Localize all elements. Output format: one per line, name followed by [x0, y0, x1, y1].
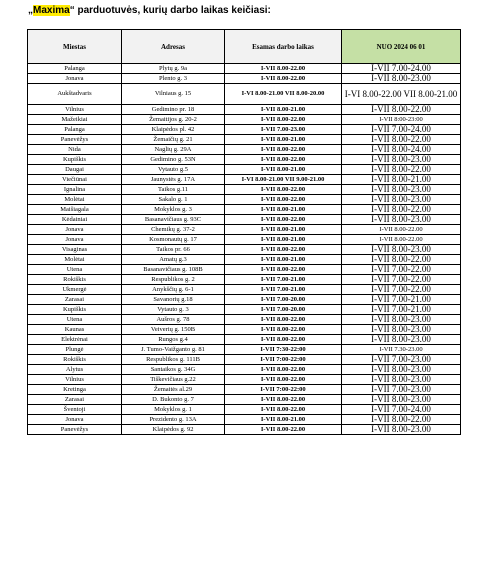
cell-new-hours: I-VII 7.00-22.00 [342, 265, 461, 275]
cell-current-hours: I-VII 7.00-21.00 [225, 285, 342, 295]
cell-city: Molėtai [28, 195, 122, 205]
cell-city: Panevėžys [28, 425, 122, 435]
cell-address: Plento g. 3 [122, 74, 225, 84]
cell-address: Gedimino g. 53N [122, 155, 225, 165]
table-row [28, 185, 461, 195]
cell-new-hours: I-VII 8.00-23.00 [342, 395, 461, 405]
cell-city: Molėtai [28, 255, 122, 265]
table-row [28, 255, 461, 265]
cell-new-hours: I-VII 8.00-23.00 [342, 155, 461, 165]
cell-new-hours: I-VII 7.00-22.00 [342, 285, 461, 295]
cell-new-hours: I-VII 8.00-22.00 [342, 235, 461, 245]
cell-new-hours: I-VII 8.00-23.00 [342, 375, 461, 385]
cell-current-hours: I-VII 7.00-20.00 [225, 305, 342, 315]
cell-new-hours: I-VII 8.00-24.00 [342, 145, 461, 155]
table-row [28, 145, 461, 155]
cell-new-hours: I-VII 7.30-23.00 [342, 345, 461, 355]
cell-current-hours: I-VII 8.00-22.00 [225, 74, 342, 84]
table-header-row [28, 30, 461, 64]
cell-new-hours: I-VII 8.00-21.00 [342, 175, 461, 185]
table-row [28, 205, 461, 215]
cell-address: Santaikos g. 34G [122, 365, 225, 375]
cell-new-hours: I-VII 8.00-23.00 [342, 74, 461, 84]
cell-address: Tiškevičiaus g.22 [122, 375, 225, 385]
cell-current-hours: I-VII 8.00-22.00 [225, 315, 342, 325]
table-row [28, 345, 461, 355]
cell-address: Savanorių g.18 [122, 295, 225, 305]
cell-address: Mokyklos g. 1 [122, 405, 225, 415]
cell-address: Rungos g.4 [122, 335, 225, 345]
cell-current-hours: I-VI 8.00-21.00 VII 8.00-20.00 [225, 84, 342, 105]
cell-current-hours: I-VII 8.00-21.00 [225, 105, 342, 115]
cell-current-hours: I-VII 7.00-21.00 [225, 275, 342, 285]
table-row [28, 315, 461, 325]
cell-current-hours: I-VII 7.00-23.00 [225, 125, 342, 135]
cell-new-hours: I-VI 8.00-22.00 VII 8.00-21.00 [342, 84, 461, 105]
cell-city: Utena [28, 315, 122, 325]
cell-current-hours: I-VII 8.00-22.00 [225, 325, 342, 335]
cell-address: Respublikos g. 2 [122, 275, 225, 285]
cell-address: Vytauto g. 3 [122, 305, 225, 315]
cell-current-hours: I-VII 8.00-22.00 [225, 195, 342, 205]
cell-current-hours: I-VII 8.00-21.00 [225, 135, 342, 145]
cell-city: Elektrėnai [28, 335, 122, 345]
cell-city: Kaunas [28, 325, 122, 335]
table-row [28, 215, 461, 225]
table-row [28, 335, 461, 345]
table-row [28, 275, 461, 285]
cell-new-hours: I-VII 7.00-24.00 [342, 405, 461, 415]
cell-current-hours: I-VII 8.00-22.00 [225, 335, 342, 345]
cell-current-hours: I-VII 8.00-22.00 [225, 395, 342, 405]
cell-address: Kosmonautų g. 17 [122, 235, 225, 245]
cell-new-hours: I-VII 8.00-23.00 [342, 365, 461, 375]
cell-city: Kupiškis [28, 155, 122, 165]
cell-new-hours: I-VII 7.00-23.00 [342, 385, 461, 395]
cell-address: D. Bukonto g. 7 [122, 395, 225, 405]
cell-new-hours: I-VII 7.00-21.00 [342, 305, 461, 315]
table-row [28, 235, 461, 245]
cell-new-hours: I-VII 7.00-24.00 [342, 125, 461, 135]
cell-new-hours: I-VII 8.00-23.00 [342, 215, 461, 225]
table-row [28, 175, 461, 185]
cell-new-hours: I-VII 8.00-22.00 [342, 225, 461, 235]
cell-new-hours: I-VII 8.00-23.00 [342, 185, 461, 195]
cell-current-hours: I-VI 8.00-21.00 VII 9.00-21.00 [225, 175, 342, 185]
cell-address: Taikos pr. 66 [122, 245, 225, 255]
cell-address: Žemaičių g. 21 [122, 135, 225, 145]
cell-current-hours: I-VII 8.00-22.00 [225, 64, 342, 74]
cell-city: Palanga [28, 64, 122, 74]
cell-city: Vilnius [28, 375, 122, 385]
cell-new-hours: I-VII 7.00-23.00 [342, 355, 461, 365]
cell-city: Panevėžys [28, 135, 122, 145]
cell-city: Jonava [28, 235, 122, 245]
cell-address: Amatų g.3 [122, 255, 225, 265]
working-hours-table [27, 29, 461, 435]
cell-city: Vilnius [28, 105, 122, 115]
cell-address: J. Tumo-Vaižganto g. 81 [122, 345, 225, 355]
cell-address: Veiverių g. 150B [122, 325, 225, 335]
cell-city: Ignalina [28, 185, 122, 195]
cell-address: Klaipėdos pl. 42 [122, 125, 225, 135]
table-row [28, 74, 461, 84]
table-row [28, 195, 461, 205]
cell-city: Kretinga [28, 385, 122, 395]
cell-city: Palanga [28, 125, 122, 135]
cell-current-hours: I-VII 7.00-20.00 [225, 295, 342, 305]
cell-current-hours: I-VII 8.00-22.00 [225, 145, 342, 155]
table-row [28, 365, 461, 375]
cell-city: Alytus [28, 365, 122, 375]
table-row [28, 325, 461, 335]
cell-city: Mažeikiai [28, 115, 122, 125]
cell-new-hours: I-VII 8.00-22.00 [342, 255, 461, 265]
cell-current-hours: I-VII 8.00-22.00 [225, 115, 342, 125]
cell-new-hours: I-VII 8.00-23.00 [342, 325, 461, 335]
page-heading [28, 5, 271, 17]
cell-new-hours: I-VII 8.00-23.00 [342, 195, 461, 205]
cell-city: Visaginas [28, 245, 122, 255]
table-row [28, 405, 461, 415]
cell-address: Naglių g. 29A [122, 145, 225, 155]
table-row [28, 225, 461, 235]
header-current-hours: Esamas darbo laikas [225, 30, 342, 64]
cell-current-hours: I-VII 7:00-22:00 [225, 385, 342, 395]
cell-city: Utena [28, 265, 122, 275]
table-row [28, 125, 461, 135]
cell-address: Respublikos g. 111B [122, 355, 225, 365]
header-address: Adresas [122, 30, 225, 64]
table-row [28, 105, 461, 115]
table-row [28, 285, 461, 295]
heading-brand-highlight: Maxima [33, 5, 70, 16]
table-row [28, 295, 461, 305]
cell-city: Jonava [28, 225, 122, 235]
table-row [28, 165, 461, 175]
cell-new-hours: I-VII 8.00-23.00 [342, 245, 461, 255]
cell-city: Viečiūnai [28, 175, 122, 185]
cell-city: Nida [28, 145, 122, 155]
cell-address: Aušros g. 78 [122, 315, 225, 325]
cell-address: Gedimino pr. 18 [122, 105, 225, 115]
table-row [28, 425, 461, 435]
table-row [28, 245, 461, 255]
cell-new-hours: I-VII 8.00-23.00 [342, 315, 461, 325]
cell-new-hours: I-VII 8:00-23:00 [342, 115, 461, 125]
cell-current-hours: I-VII 8.00-21.00 [225, 235, 342, 245]
table-row [28, 115, 461, 125]
cell-new-hours: I-VII 8.00-22.00 [342, 415, 461, 425]
cell-current-hours: I-VII 7:30-22:00 [225, 345, 342, 355]
cell-city: Jonava [28, 415, 122, 425]
cell-current-hours: I-VII 8.00-22.00 [225, 405, 342, 415]
cell-new-hours: I-VII 8.00-22.00 [342, 165, 461, 175]
cell-city: Ukmergė [28, 285, 122, 295]
cell-new-hours: I-VII 7.00-21.00 [342, 295, 461, 305]
table-row [28, 84, 461, 105]
cell-city: Rokiškis [28, 275, 122, 285]
cell-address: Vytauto g.5 [122, 165, 225, 175]
cell-new-hours: I-VII 8.00-23.00 [342, 425, 461, 435]
cell-city: Jonava [28, 74, 122, 84]
cell-current-hours: I-VII 8.00-22.00 [225, 185, 342, 195]
table-row [28, 395, 461, 405]
cell-current-hours: I-VII 8.00-21.00 [225, 165, 342, 175]
cell-new-hours: I-VII 7.00-24.00 [342, 64, 461, 74]
cell-current-hours: I-VII 8.00-21.00 [225, 415, 342, 425]
cell-new-hours: I-VII 8.00-22.00 [342, 205, 461, 215]
cell-current-hours: I-VII 8.00-22.00 [225, 155, 342, 165]
heading-text: “ parduotuvės, kurių darbo laikas keičiasi: [69, 5, 271, 16]
cell-new-hours: I-VII 8.00-23.00 [342, 335, 461, 345]
cell-current-hours: I-VII 8.00-22.00 [225, 245, 342, 255]
table-row [28, 385, 461, 395]
cell-address: Anykščių g. 6-1 [122, 285, 225, 295]
table-row [28, 375, 461, 385]
cell-new-hours: I-VII 7.00-22.00 [342, 275, 461, 285]
cell-city: Kėdainiai [28, 215, 122, 225]
cell-current-hours: I-VII 8.00-22.00 [225, 365, 342, 375]
cell-address: Žemaitės al.29 [122, 385, 225, 395]
cell-city: Zarasai [28, 295, 122, 305]
cell-city: Zarasai [28, 395, 122, 405]
table-row [28, 355, 461, 365]
header-new-hours: NUO 2024 06 01 [342, 30, 461, 64]
cell-new-hours: I-VII 8.00-22.00 [342, 105, 461, 115]
table-body [28, 64, 461, 435]
cell-city: Rokiškis [28, 355, 122, 365]
table-row [28, 64, 461, 74]
cell-address: Sakalo g. 1 [122, 195, 225, 205]
cell-current-hours: I-VII 8.00-21.00 [225, 255, 342, 265]
cell-current-hours: I-VII 8.00-22.00 [225, 375, 342, 385]
table-row [28, 265, 461, 275]
cell-address: Basanavičiaus g. 93C [122, 215, 225, 225]
header-city: Miestas [28, 30, 122, 64]
cell-new-hours: I-VII 8.00-22.00 [342, 135, 461, 145]
table-row [28, 305, 461, 315]
cell-current-hours: I-VII 8.00-22.00 [225, 425, 342, 435]
cell-address: Jaunystės g. 17A [122, 175, 225, 185]
table-row [28, 155, 461, 165]
cell-address: Klaipėdos g. 92 [122, 425, 225, 435]
cell-city: Maišiagala [28, 205, 122, 215]
cell-address: Taikos g.11 [122, 185, 225, 195]
cell-address: Chemikų g. 37-2 [122, 225, 225, 235]
cell-address: Basanavičiaus g. 108B [122, 265, 225, 275]
cell-city: Daugai [28, 165, 122, 175]
table-row [28, 135, 461, 145]
cell-address: Žemaitijos g. 20-2 [122, 115, 225, 125]
cell-address: Vilniaus g. 15 [122, 84, 225, 105]
cell-current-hours: I-VII 8.00-21.00 [225, 205, 342, 215]
cell-current-hours: I-VII 8.00-22.00 [225, 265, 342, 275]
cell-city: Kupiškis [28, 305, 122, 315]
heading-quote-open: „ [28, 5, 33, 16]
cell-address: Mokyklos g. 3 [122, 205, 225, 215]
cell-city: Šventoji [28, 405, 122, 415]
cell-current-hours: I-VII 8.00-21.00 [225, 225, 342, 235]
cell-current-hours: I-VII 8.00-22.00 [225, 215, 342, 225]
cell-address: Prezidento g. 13A [122, 415, 225, 425]
cell-current-hours: I-VII 7:00-22:00 [225, 355, 342, 365]
table-row [28, 415, 461, 425]
cell-address: Plytų g. 9a [122, 64, 225, 74]
cell-city: Plungė [28, 345, 122, 355]
cell-city: Aukštadvaris [28, 84, 122, 105]
